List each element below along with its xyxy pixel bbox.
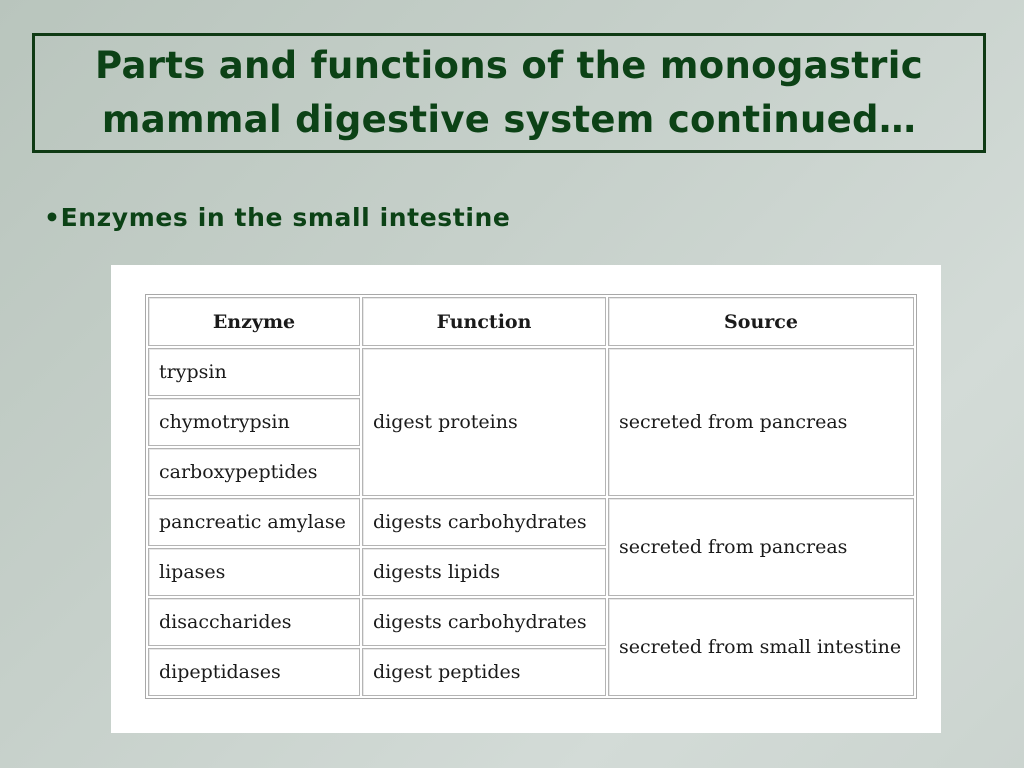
- cell-function: digests lipids: [362, 548, 606, 596]
- enzyme-table: [145, 294, 917, 699]
- table-row: [148, 348, 914, 396]
- header-source: Source: [608, 297, 914, 346]
- header-function: Function: [362, 297, 606, 346]
- cell-enzyme: disaccharides: [148, 598, 360, 646]
- cell-enzyme: carboxypeptides: [148, 448, 360, 496]
- cell-enzyme: pancreatic amylase: [148, 498, 360, 546]
- cell-enzyme: trypsin: [148, 348, 360, 396]
- cell-source: secreted from pancreas: [608, 498, 914, 596]
- slide-title-box: [32, 33, 986, 153]
- bullet-enzymes-heading: •Enzymes in the small intestine: [44, 203, 511, 232]
- cell-function: digests carbohydrates: [362, 498, 606, 546]
- cell-enzyme: lipases: [148, 548, 360, 596]
- cell-enzyme: chymotrypsin: [148, 398, 360, 446]
- table-row: [148, 498, 914, 546]
- table-row: [148, 598, 914, 646]
- cell-source: secreted from pancreas: [608, 348, 914, 496]
- table-panel: [111, 265, 941, 733]
- cell-function: digests carbohydrates: [362, 598, 606, 646]
- slide-title-line-2: mammal digestive system continued…: [101, 98, 917, 141]
- cell-function: digest proteins: [362, 348, 606, 496]
- table-header-row: [148, 297, 914, 346]
- slide-title-line-1: Parts and functions of the monogastric: [95, 44, 923, 87]
- header-enzyme: Enzyme: [148, 297, 360, 346]
- cell-enzyme: dipeptidases: [148, 648, 360, 696]
- cell-source: secreted from small intestine: [608, 598, 914, 696]
- cell-function: digest peptides: [362, 648, 606, 696]
